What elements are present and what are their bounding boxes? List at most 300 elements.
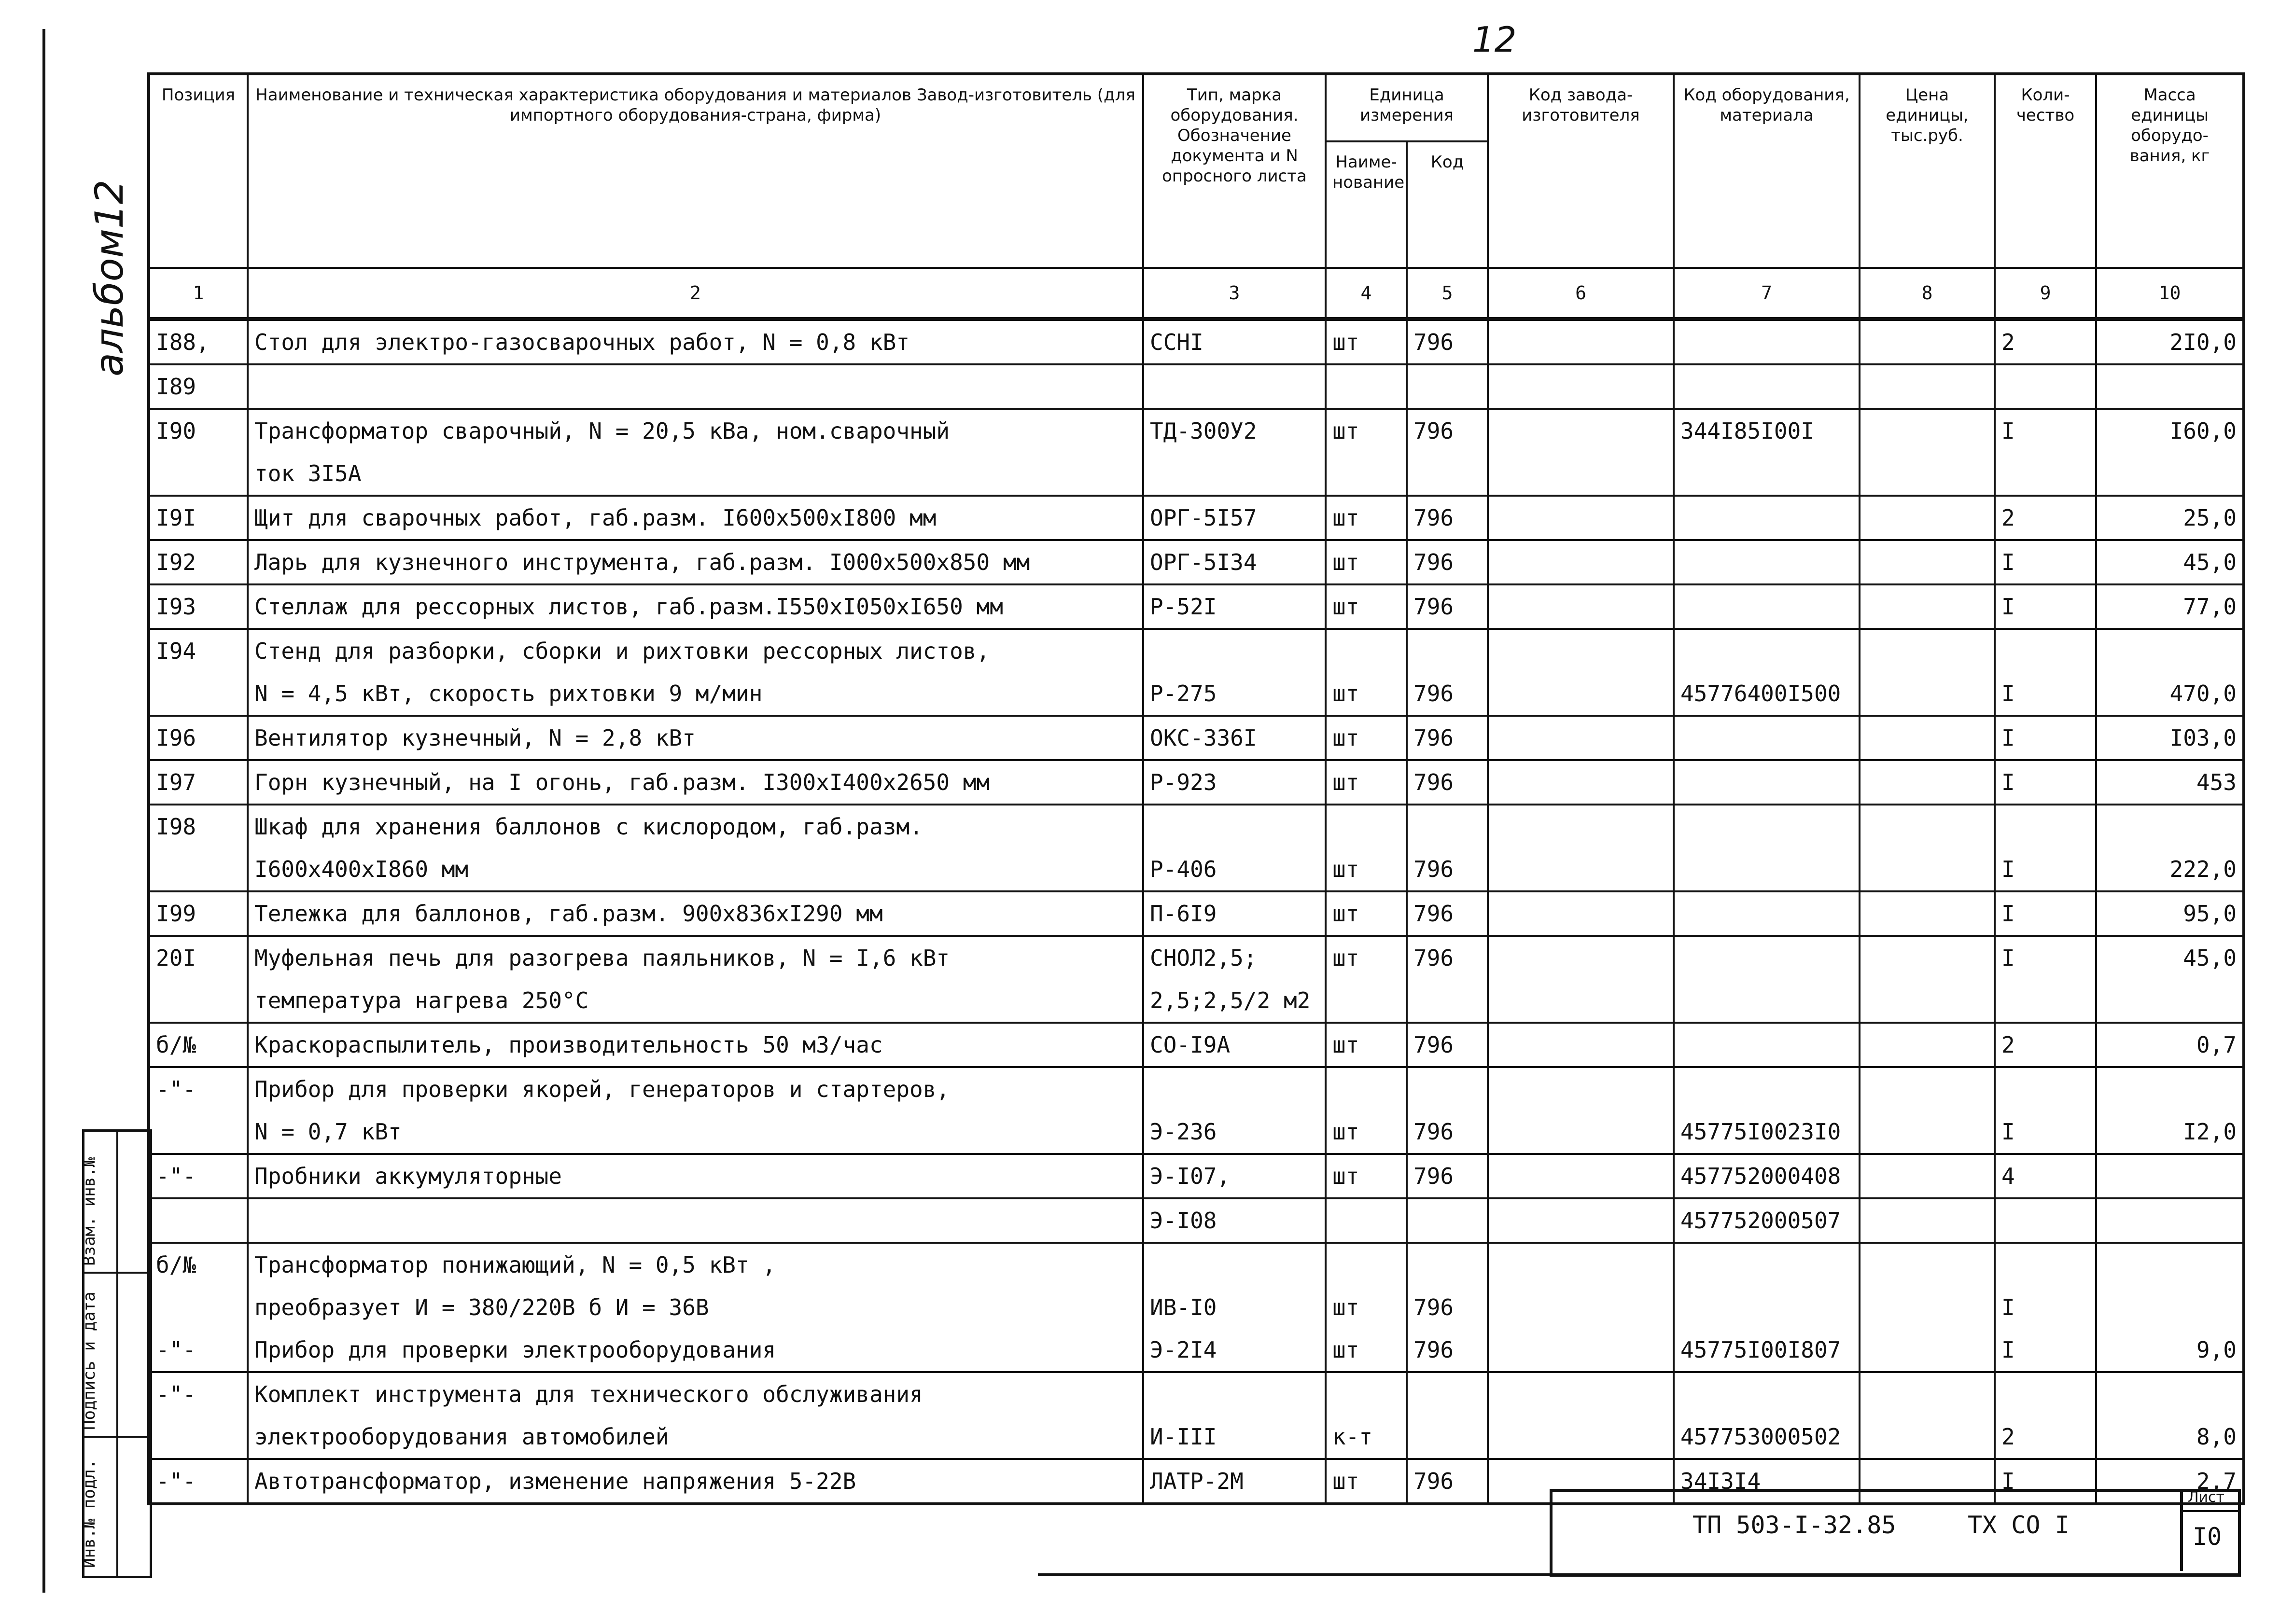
position-cell: -"- — [149, 1329, 248, 1372]
plant-code-cell — [1488, 1286, 1674, 1329]
quantity-cell: I — [1995, 716, 2096, 760]
type-cell: Р-406 — [1143, 848, 1326, 891]
price-cell — [1860, 760, 1995, 805]
mass-cell: 9,0 — [2096, 1329, 2244, 1372]
plant-code-cell — [1488, 760, 1674, 805]
name-cell: Трансформатор сварочный, N = 20,5 кВа, ном.сварочный — [248, 409, 1143, 452]
name-cell: электрооборудования автомобилей — [248, 1416, 1143, 1459]
unit-code-cell — [1407, 805, 1488, 848]
equipment-code-cell — [1674, 716, 1860, 760]
quantity-cell: I — [1995, 409, 2096, 452]
header-price: Цена единицы, тыс.руб. — [1860, 74, 1995, 268]
price-cell — [1860, 1198, 1995, 1243]
plant-code-cell — [1488, 1198, 1674, 1243]
col-number: 7 — [1674, 268, 1860, 319]
plant-code-cell — [1488, 1023, 1674, 1067]
plant-code-cell — [1488, 979, 1674, 1023]
type-cell — [1143, 629, 1326, 672]
plant-code-cell — [1488, 1243, 1674, 1286]
type-cell: П-6I9 — [1143, 891, 1326, 936]
position-cell: I94 — [149, 629, 248, 672]
type-cell: СНОЛ2,5; — [1143, 936, 1326, 979]
table-row — [149, 805, 2244, 848]
quantity-cell — [1995, 805, 2096, 848]
name-cell: Прибор для проверки электрооборудования — [248, 1329, 1143, 1372]
table-row — [149, 584, 2244, 629]
table-row — [149, 672, 2244, 716]
price-cell — [1860, 1067, 1995, 1110]
mass-cell: 0,7 — [2096, 1023, 2244, 1067]
header-type: Тип, марка оборудования. Обозначение документа и N опросного листа — [1143, 74, 1326, 268]
equipment-code-cell — [1674, 760, 1860, 805]
plant-code-cell — [1488, 672, 1674, 716]
unit-name-cell: шт — [1326, 1459, 1407, 1504]
table-row — [149, 1110, 2244, 1154]
quantity-cell — [1995, 452, 2096, 496]
table-row — [149, 848, 2244, 891]
header-quantity: Коли-чество — [1995, 74, 2096, 268]
type-cell: Р-52I — [1143, 584, 1326, 629]
quantity-cell: I — [1995, 760, 2096, 805]
unit-name-cell: шт — [1326, 540, 1407, 584]
stamp-cell-inventory — [80, 1436, 150, 1574]
quantity-cell — [1995, 979, 2096, 1023]
page-number: 12 — [1472, 19, 1517, 60]
price-cell — [1860, 1416, 1995, 1459]
col-number: 5 — [1407, 268, 1488, 319]
unit-name-cell — [1326, 452, 1407, 496]
table-row — [149, 1243, 2244, 1286]
plant-code-cell — [1488, 496, 1674, 540]
plant-code-cell — [1488, 936, 1674, 979]
plant-code-cell — [1488, 848, 1674, 891]
unit-code-cell: 796 — [1407, 848, 1488, 891]
position-cell: I96 — [149, 716, 248, 760]
type-cell: СО-I9А — [1143, 1023, 1326, 1067]
mass-cell: 45,0 — [2096, 936, 2244, 979]
type-cell: Э-236 — [1143, 1110, 1326, 1154]
table-row — [149, 1372, 2244, 1416]
quantity-cell: I — [1995, 1110, 2096, 1154]
mass-cell: 470,0 — [2096, 672, 2244, 716]
unit-name-cell — [1326, 1198, 1407, 1243]
price-cell — [1860, 1110, 1995, 1154]
price-cell — [1860, 1329, 1995, 1372]
table-row — [149, 1154, 2244, 1198]
equipment-code-cell: 45775I00I807 — [1674, 1329, 1860, 1372]
unit-name-cell: шт — [1326, 891, 1407, 936]
position-cell — [149, 1416, 248, 1459]
equipment-code-cell — [1674, 936, 1860, 979]
header-equipment-code: Код оборудования, материала — [1674, 74, 1860, 268]
table-row — [149, 540, 2244, 584]
unit-code-cell — [1407, 979, 1488, 1023]
position-cell: -"- — [149, 1067, 248, 1110]
mass-cell: 2,7 — [2096, 1459, 2244, 1504]
header-unit-name: Наиме-нование — [1326, 141, 1407, 268]
unit-name-cell: шт — [1326, 1286, 1407, 1329]
mass-cell — [2096, 364, 2244, 409]
name-cell: Вентилятор кузнечный, N = 2,8 кВт — [248, 716, 1143, 760]
unit-code-cell — [1407, 1416, 1488, 1459]
position-cell: -"- — [149, 1372, 248, 1416]
unit-code-cell: 796 — [1407, 1459, 1488, 1504]
mass-cell: I03,0 — [2096, 716, 2244, 760]
equipment-code-cell — [1674, 979, 1860, 1023]
quantity-cell: 2 — [1995, 1416, 2096, 1459]
price-cell — [1860, 1372, 1995, 1416]
name-cell: Стол для электро-газосварочных работ, N = 0,8 кВт — [248, 319, 1143, 364]
name-cell: Ларь для кузнечного инструмента, габ.разм. I000х500х850 мм — [248, 540, 1143, 584]
table-row — [149, 760, 2244, 805]
mass-cell: 222,0 — [2096, 848, 2244, 891]
equipment-code-cell — [1674, 540, 1860, 584]
table-row — [149, 629, 2244, 672]
table-row — [149, 1286, 2244, 1329]
type-cell — [1143, 364, 1326, 409]
unit-code-cell: 796 — [1407, 409, 1488, 452]
name-cell: N = 0,7 кВт — [248, 1110, 1143, 1154]
mass-cell: I60,0 — [2096, 409, 2244, 452]
unit-code-cell: 796 — [1407, 1023, 1488, 1067]
equipment-code-cell — [1674, 1286, 1860, 1329]
position-cell — [149, 1286, 248, 1329]
equipment-code-cell — [1674, 891, 1860, 936]
name-cell: Горн кузнечный, на I огонь, габ.разм. I300хI400х2650 мм — [248, 760, 1143, 805]
stamp-cell-replacement — [80, 1132, 150, 1274]
position-cell: 20I — [149, 936, 248, 979]
unit-name-cell — [1326, 1243, 1407, 1286]
plant-code-cell — [1488, 1329, 1674, 1372]
type-cell: ОКС-336I — [1143, 716, 1326, 760]
unit-name-cell: шт — [1326, 1154, 1407, 1198]
name-cell: преобразует И = 380/220В б И = 36В — [248, 1286, 1143, 1329]
col-number: 1 — [149, 268, 248, 319]
unit-code-cell: 796 — [1407, 716, 1488, 760]
document-code: ТП 503-I-32.85 — [1693, 1511, 1896, 1539]
stamp-label: Инв.№ подл. — [80, 1459, 99, 1568]
unit-code-cell: 796 — [1407, 319, 1488, 364]
unit-name-cell: шт — [1326, 409, 1407, 452]
mass-cell: 95,0 — [2096, 891, 2244, 936]
type-cell — [1143, 1067, 1326, 1110]
unit-name-cell: шт — [1326, 760, 1407, 805]
table-row — [149, 1023, 2244, 1067]
price-cell — [1860, 584, 1995, 629]
name-cell — [248, 1198, 1143, 1243]
plant-code-cell — [1488, 1110, 1674, 1154]
unit-name-cell: к-т — [1326, 1416, 1407, 1459]
mass-cell: 453 — [2096, 760, 2244, 805]
position-cell — [149, 1110, 248, 1154]
price-cell — [1860, 891, 1995, 936]
quantity-cell — [1995, 1198, 2096, 1243]
quantity-cell — [1995, 364, 2096, 409]
name-cell: Стенд для разборки, сборки и рихтовки рессорных листов, — [248, 629, 1143, 672]
price-cell — [1860, 1023, 1995, 1067]
unit-name-cell: шт — [1326, 1023, 1407, 1067]
quantity-cell: 2 — [1995, 496, 2096, 540]
margin-line — [42, 29, 45, 1593]
document-mark: ТХ СО I — [1968, 1511, 2070, 1539]
type-cell: ТД-300У2 — [1143, 409, 1326, 452]
price-cell — [1860, 979, 1995, 1023]
plant-code-cell — [1488, 1416, 1674, 1459]
name-cell: Прибор для проверки якорей, генераторов и стартеров, — [248, 1067, 1143, 1110]
equipment-code-cell — [1674, 452, 1860, 496]
unit-name-cell: шт — [1326, 716, 1407, 760]
position-cell: I92 — [149, 540, 248, 584]
side-stamp — [82, 1129, 152, 1578]
stamp-label: Взам. инв.№ — [80, 1157, 99, 1266]
mass-cell — [2096, 805, 2244, 848]
sheet-number: I0 — [2193, 1523, 2222, 1551]
quantity-cell — [1995, 629, 2096, 672]
name-cell: Краскораспылитель, производительность 50 м3/час — [248, 1023, 1143, 1067]
unit-name-cell — [1326, 1067, 1407, 1110]
position-cell: I9I — [149, 496, 248, 540]
unit-name-cell — [1326, 364, 1407, 409]
equipment-code-cell: 457752000408 — [1674, 1154, 1860, 1198]
quantity-cell — [1995, 1372, 2096, 1416]
position-cell: I99 — [149, 891, 248, 936]
name-cell: Трансформатор понижающий, N = 0,5 кВт , — [248, 1243, 1143, 1286]
type-cell — [1143, 1372, 1326, 1416]
col-number: 6 — [1488, 268, 1674, 319]
plant-code-cell — [1488, 364, 1674, 409]
unit-name-cell: шт — [1326, 936, 1407, 979]
quantity-cell: I — [1995, 1329, 2096, 1372]
plant-code-cell — [1488, 1067, 1674, 1110]
position-cell: I88, — [149, 319, 248, 364]
quantity-cell: 4 — [1995, 1154, 2096, 1198]
table-row — [149, 1329, 2244, 1372]
position-cell: -"- — [149, 1154, 248, 1198]
type-cell: ИВ-I0 — [1143, 1286, 1326, 1329]
table-row — [149, 409, 2244, 452]
plant-code-cell — [1488, 540, 1674, 584]
col-number: 9 — [1995, 268, 2096, 319]
quantity-cell: I — [1995, 672, 2096, 716]
sheet-label: Лист — [2188, 1489, 2225, 1506]
unit-code-cell: 796 — [1407, 936, 1488, 979]
mass-cell — [2096, 979, 2244, 1023]
header-mass: Масса единицы оборудо-вания, кг — [2096, 74, 2244, 268]
position-cell: I89 — [149, 364, 248, 409]
plant-code-cell — [1488, 319, 1674, 364]
quantity-cell: I — [1995, 584, 2096, 629]
quantity-cell: 2 — [1995, 319, 2096, 364]
plant-code-cell — [1488, 409, 1674, 452]
price-cell — [1860, 629, 1995, 672]
sheet-box — [2180, 1489, 2241, 1571]
unit-code-cell — [1407, 1067, 1488, 1110]
table-row — [149, 891, 2244, 936]
unit-code-cell: 796 — [1407, 1154, 1488, 1198]
table-row — [149, 319, 2244, 364]
unit-code-cell — [1407, 452, 1488, 496]
position-cell: I93 — [149, 584, 248, 629]
price-cell — [1860, 540, 1995, 584]
plant-code-cell — [1488, 1154, 1674, 1198]
unit-code-cell: 796 — [1407, 540, 1488, 584]
column-numbers-row — [149, 268, 2244, 319]
quantity-cell — [1995, 1243, 2096, 1286]
position-cell: б/№ — [149, 1243, 248, 1286]
type-cell: Р-923 — [1143, 760, 1326, 805]
mass-cell: 8,0 — [2096, 1416, 2244, 1459]
type-cell — [1143, 1243, 1326, 1286]
mass-cell: 25,0 — [2096, 496, 2244, 540]
plant-code-cell — [1488, 1372, 1674, 1416]
price-cell — [1860, 805, 1995, 848]
plant-code-cell — [1488, 891, 1674, 936]
price-cell — [1860, 409, 1995, 452]
position-cell: -"- — [149, 1459, 248, 1504]
unit-code-cell — [1407, 1198, 1488, 1243]
header-unit-code: Код — [1407, 141, 1488, 268]
name-cell: Шкаф для хранения баллонов с кислородом, габ.разм. — [248, 805, 1143, 848]
quantity-cell: I — [1995, 540, 2096, 584]
unit-code-cell: 796 — [1407, 584, 1488, 629]
price-cell — [1860, 716, 1995, 760]
equipment-code-cell: 34I3I4 — [1674, 1459, 1860, 1504]
type-cell: Р-275 — [1143, 672, 1326, 716]
header-position: Позиция — [149, 74, 248, 268]
equipment-code-cell — [1674, 848, 1860, 891]
unit-code-cell: 796 — [1407, 1286, 1488, 1329]
name-cell: Пробники аккумуляторные — [248, 1154, 1143, 1198]
mass-cell — [2096, 1243, 2244, 1286]
table-row — [149, 364, 2244, 409]
plant-code-cell — [1488, 584, 1674, 629]
col-number: 8 — [1860, 268, 1995, 319]
type-cell: ОРГ-5I34 — [1143, 540, 1326, 584]
equipment-code-cell: 457753000502 — [1674, 1416, 1860, 1459]
unit-name-cell: шт — [1326, 1110, 1407, 1154]
name-cell: ток 3I5А — [248, 452, 1143, 496]
quantity-cell: 2 — [1995, 1023, 2096, 1067]
header-name: Наименование и техническая характеристика оборудования и материалов Завод-изготовитель (для импортного оборудования-страна, фирма) — [248, 74, 1143, 268]
equipment-code-cell: 457752000507 — [1674, 1198, 1860, 1243]
unit-name-cell — [1326, 979, 1407, 1023]
quantity-cell: I — [1995, 1286, 2096, 1329]
unit-code-cell: 796 — [1407, 760, 1488, 805]
type-cell — [1143, 452, 1326, 496]
quantity-cell: I — [1995, 936, 2096, 979]
price-cell — [1860, 496, 1995, 540]
position-cell: I98 — [149, 805, 248, 848]
unit-code-cell — [1407, 629, 1488, 672]
equipment-code-cell — [1674, 629, 1860, 672]
type-cell: ОРГ-5I57 — [1143, 496, 1326, 540]
price-cell — [1860, 1154, 1995, 1198]
name-cell: N = 4,5 кВт, скорость рихтовки 9 м/мин — [248, 672, 1143, 716]
unit-name-cell — [1326, 805, 1407, 848]
equipment-code-cell — [1674, 1023, 1860, 1067]
plant-code-cell — [1488, 629, 1674, 672]
equipment-code-cell — [1674, 364, 1860, 409]
table-row — [149, 452, 2244, 496]
unit-code-cell — [1407, 364, 1488, 409]
unit-code-cell — [1407, 1372, 1488, 1416]
mass-cell: 45,0 — [2096, 540, 2244, 584]
mass-cell: 77,0 — [2096, 584, 2244, 629]
unit-name-cell: шт — [1326, 584, 1407, 629]
price-cell — [1860, 848, 1995, 891]
plant-code-cell — [1488, 805, 1674, 848]
table-row — [149, 979, 2244, 1023]
mass-cell — [2096, 1372, 2244, 1416]
sheet-divider — [2183, 1510, 2241, 1512]
name-cell — [248, 364, 1143, 409]
mass-cell — [2096, 1286, 2244, 1329]
col-number: 10 — [2096, 268, 2244, 319]
price-cell — [1860, 1243, 1995, 1286]
plant-code-cell — [1488, 452, 1674, 496]
equipment-code-cell — [1674, 584, 1860, 629]
equipment-code-cell: 344I85I00I — [1674, 409, 1860, 452]
equipment-code-cell: 45775I0023I0 — [1674, 1110, 1860, 1154]
position-cell — [149, 452, 248, 496]
mass-cell — [2096, 1154, 2244, 1198]
unit-code-cell: 796 — [1407, 1110, 1488, 1154]
quantity-cell: I — [1995, 1459, 2096, 1504]
unit-name-cell — [1326, 629, 1407, 672]
equipment-code-cell — [1674, 319, 1860, 364]
album-label: альбом12 — [87, 180, 132, 376]
type-cell: ССНI — [1143, 319, 1326, 364]
table-row — [149, 496, 2244, 540]
header-unit-group: Единица измерения — [1326, 74, 1488, 141]
table-row — [149, 1416, 2244, 1459]
header-plant-code: Код завода-изготовителя — [1488, 74, 1674, 268]
price-cell — [1860, 936, 1995, 979]
unit-name-cell: шт — [1326, 496, 1407, 540]
unit-name-cell — [1326, 1372, 1407, 1416]
mass-cell — [2096, 629, 2244, 672]
position-cell: I90 — [149, 409, 248, 452]
type-cell: Э-I07, — [1143, 1154, 1326, 1198]
price-cell — [1860, 319, 1995, 364]
position-cell — [149, 1198, 248, 1243]
type-cell: Э-I08 — [1143, 1198, 1326, 1243]
col-number: 3 — [1143, 268, 1326, 319]
type-cell: 2,5;2,5/2 м2 — [1143, 979, 1326, 1023]
type-cell: Э-2I4 — [1143, 1329, 1326, 1372]
unit-name-cell: шт — [1326, 319, 1407, 364]
name-cell: Муфельная печь для разогрева паяльников, N = I,6 кВт — [248, 936, 1143, 979]
type-cell: И-III — [1143, 1416, 1326, 1459]
mass-cell: 2I0,0 — [2096, 319, 2244, 364]
position-cell: б/№ — [149, 1023, 248, 1067]
mass-cell: I2,0 — [2096, 1110, 2244, 1154]
unit-name-cell: шт — [1326, 1329, 1407, 1372]
name-cell: Щит для сварочных работ, габ.разм. I600х500хI800 мм — [248, 496, 1143, 540]
equipment-code-cell — [1674, 1067, 1860, 1110]
mass-cell — [2096, 1067, 2244, 1110]
col-number: 4 — [1326, 268, 1407, 319]
mass-cell — [2096, 1198, 2244, 1243]
equipment-code-cell — [1674, 496, 1860, 540]
price-cell — [1860, 1286, 1995, 1329]
position-cell — [149, 848, 248, 891]
name-cell: Тележка для баллонов, габ.разм. 900х836хI290 мм — [248, 891, 1143, 936]
equipment-code-cell — [1674, 1372, 1860, 1416]
table-row — [149, 716, 2244, 760]
price-cell — [1860, 672, 1995, 716]
table-row — [149, 1198, 2244, 1243]
